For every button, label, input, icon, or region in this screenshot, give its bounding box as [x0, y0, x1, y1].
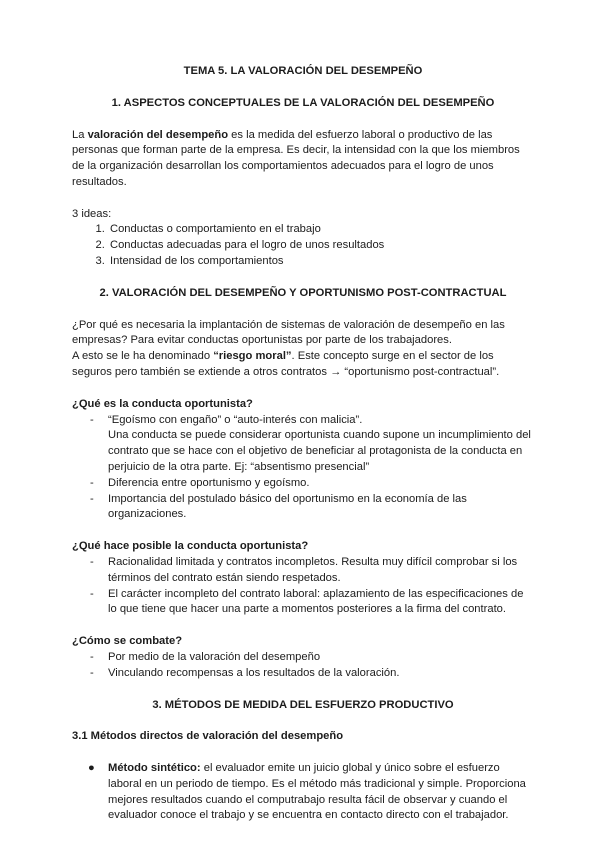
- question-2-heading: ¿Qué hace posible la conducta oportunista?: [72, 540, 309, 553]
- section-2-paragraph-2: [72, 349, 534, 381]
- list-item: [72, 476, 534, 492]
- section-1-heading: 1. ASPECTOS CONCEPTUALES DE LA VALORACIÓN DEL DESEMPEÑO: [111, 96, 495, 109]
- question-1-list: [72, 413, 534, 524]
- dash-icon: -: [90, 413, 94, 426]
- list-item: 1. Conductas o comportamiento en el trabajo: [108, 222, 534, 238]
- list-item: 3. Intensidad de los comportamientos: [108, 254, 534, 270]
- section-2-paragraph-1: ¿Por qué es necesaria la implantación de sistemas de valoración de desempeño en las empresas? Para evitar conductas oportunistas por parte de los trabajadores.: [72, 318, 505, 347]
- list-item-text: El carácter incompleto del contrato laboral: aplazamiento de las especificaciones de lo que tiene que hacer una parte a momentos posteriores a la firma del contrato.: [108, 587, 524, 616]
- question-3-heading: ¿Cómo se combate?: [72, 635, 183, 648]
- list-item-text: Racionalidad limitada y contratos incompletos. Resulta muy difícil comprobar si los términos del contrato están siendo respetados.: [108, 555, 518, 584]
- bold-term: valoración del desempeño: [87, 128, 229, 141]
- list-item-text: Vinculando recompensas a los resultados de la valoración.: [108, 666, 400, 679]
- text-run: . Este concepto surge en el sector de los seguros pero también se extiende a otros contratos → “oportunismo post-contractual”.: [72, 350, 500, 378]
- bold-term: Método sintético:: [108, 762, 201, 775]
- list-item-text: Importancia del postulado básico del oportunismo en la economía de las organizaciones.: [108, 492, 467, 521]
- list-item: 2. Conductas adecuadas para el logro de unos resultados: [108, 238, 534, 254]
- section-3-heading: 3. MÉTODOS DE MEDIDA DEL ESFUERZO PRODUCTIVO: [152, 698, 454, 711]
- blank-line: [72, 191, 534, 207]
- list-item-text: Diferencia entre oportunismo y egoísmo.: [108, 476, 310, 489]
- bold-term: “riesgo moral”: [213, 350, 292, 363]
- list-item-text: “Egoísmo con engaño” o “auto-interés con malicia”.: [108, 413, 363, 426]
- text-run: A esto se le ha denominado: [72, 350, 214, 363]
- document-page: [72, 64, 534, 824]
- dash-icon: -: [90, 555, 94, 568]
- dash-icon: -: [90, 587, 94, 600]
- ideas-label: 3 ideas:: [72, 207, 112, 220]
- document-title: TEMA 5. LA VALORACIÓN DEL DESEMPEÑO: [183, 65, 423, 77]
- list-item: [72, 555, 534, 587]
- section-2-heading: 2. VALORACIÓN DEL DESEMPEÑO Y OPORTUNISMO POST-CONTRACTUAL: [99, 286, 507, 299]
- dash-icon: -: [90, 476, 94, 489]
- bullet-icon: ●: [88, 762, 95, 775]
- dash-icon: -: [90, 492, 94, 505]
- list-item: [72, 666, 534, 682]
- list-item: [72, 492, 534, 524]
- dash-icon: -: [90, 666, 94, 679]
- question-2-list: [72, 555, 534, 618]
- section-1-paragraph: [72, 128, 534, 191]
- list-item: [72, 761, 534, 824]
- text-run: La: [72, 128, 88, 141]
- dash-icon: -: [90, 650, 94, 663]
- question-1-heading: ¿Qué es la conducta oportunista?: [72, 397, 253, 410]
- list-item: [72, 587, 534, 619]
- list-item-text: el evaluador emite un juicio global y único sobre el esfuerzo laboral en un periodo de tiempo. Es el método más tradicional y simple. Proporciona mejores resultados cuando el computrabajo resulta fácil de observar y cuando el evaluador conoce el trabajo y se encuentra en contacto directo con el trabajador.: [108, 762, 526, 822]
- list-item-text: Por medio de la valoración del desempeño: [108, 650, 321, 663]
- list-item-continuation: Una conducta se puede considerar oportunista cuando supone un incumplimiento del contrato que se hace con el objetivo de beneficiar al protagonista de la conducta en perjuicio de la otra parte. Ej: “absentismo presencial”: [108, 429, 531, 473]
- list-item: [72, 413, 534, 476]
- question-3-list: [72, 650, 534, 682]
- ideas-list: [72, 222, 534, 269]
- methods-list: [72, 761, 534, 824]
- list-item: [72, 650, 534, 666]
- text-run: es la medida del esfuerzo laboral o productivo de las personas que forman parte de la empresa. Es decir, la intensidad con la que los miembros de la organización desarrollan los comportamientos adecuados para el logro de unos resultados.: [72, 128, 520, 188]
- subsection-3-1-heading: 3.1 Métodos directos de valoración del desempeño: [72, 730, 344, 743]
